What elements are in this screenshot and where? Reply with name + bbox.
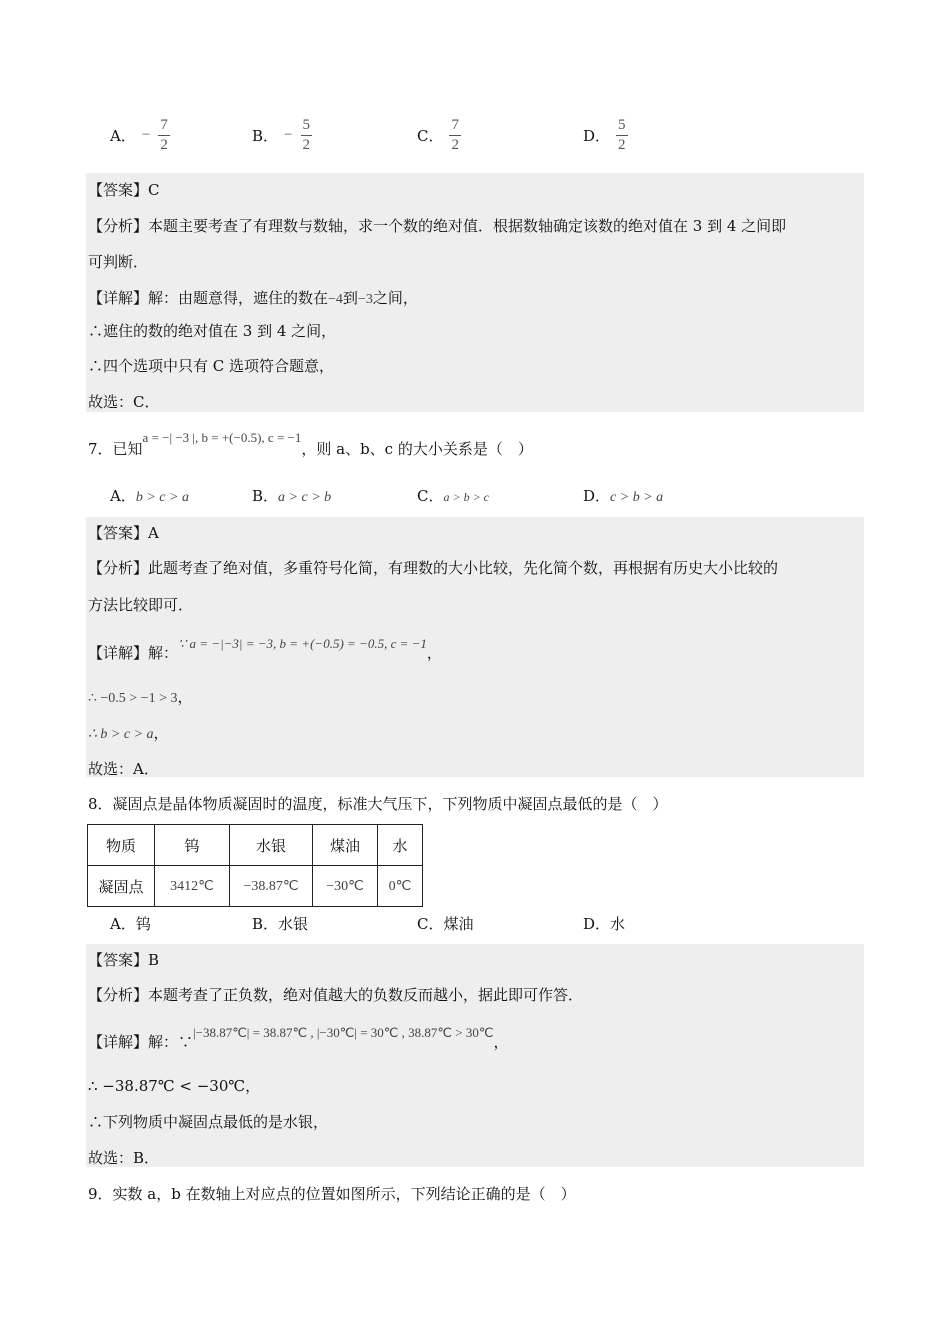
option-label: D． [583, 127, 611, 145]
q6-analysis-line2: 可判断． [88, 253, 149, 271]
option-label: C． [417, 915, 444, 933]
q6-option-c [417, 118, 461, 153]
option-text: 水 [610, 915, 626, 933]
fraction [449, 118, 461, 153]
q7-option-d [583, 485, 663, 506]
option-expr: a > c > b [278, 490, 332, 505]
table-cell: 物质 [88, 825, 155, 866]
step-formula: ∴ −0.5 > −1 > 3 [88, 691, 178, 706]
q8-solution-box [86, 944, 864, 1167]
option-text: 水银 [278, 915, 309, 933]
table-cell: −38.87℃ [230, 866, 313, 907]
option-expr: a > b > c [443, 490, 490, 504]
detail-formula: ∵ a = −|−3| = −3, b = +(−0.5) = −0.5, c = −1 [178, 636, 427, 651]
q7-formula: a = −| −3 |, b = +(−0.5), c = −1 [142, 430, 302, 445]
option-label: A． [110, 487, 136, 505]
table-row [88, 825, 423, 866]
step-suffix: ， [153, 724, 169, 742]
option-label: C． [417, 487, 444, 505]
q6-choose: 故选：C． [88, 393, 160, 411]
q7-detail [88, 636, 442, 663]
numerator: 5 [302, 117, 310, 133]
option-label: A． [110, 915, 136, 933]
q8-option-d [583, 913, 625, 934]
q7-step3 [88, 722, 169, 743]
detail-suffix: 之间， [372, 289, 418, 307]
numerator: 7 [451, 117, 459, 133]
option-expr: c > b > a [610, 490, 664, 505]
q6-analysis-line1: 【分析】本题主要考查了有理数与数轴，求一个数的绝对值．根据数轴确定该数的绝对值在 3 到 4 之间即 [88, 217, 787, 235]
denominator: 2 [618, 137, 626, 153]
numerator: 7 [160, 117, 168, 133]
option-label: B． [252, 127, 279, 145]
q8-choose: 故选：B． [88, 1149, 160, 1167]
step-formula: ∴ b > c > a [88, 727, 154, 742]
option-label: B． [252, 915, 279, 933]
option-label: D． [583, 487, 611, 505]
detail-prefix: 【详解】解：由题意得，遮住的数在 [88, 289, 329, 307]
fraction [301, 118, 313, 153]
detail-number: −4 [328, 292, 343, 307]
q8-analysis: 【分析】本题考查了正负数，绝对值越大的负数反而越小，据此即可作答． [88, 986, 584, 1004]
q8-step3: ∴下列物质中凝固点最低的是水银， [88, 1113, 329, 1131]
q9-question: 9．实数 a，b 在数轴上对应点的位置如图所示，下列结论正确的是（ ） [88, 1185, 576, 1203]
table-cell: 钨 [155, 825, 230, 866]
table-cell: 煤油 [313, 825, 378, 866]
q7-option-a [110, 485, 189, 506]
q7-analysis-line1: 【分析】此题考查了绝对值，多重符号化简，有理数的大小比较，先化简个数，再根据有历史大小比较的 [88, 559, 779, 577]
table-cell: 水 [378, 825, 423, 866]
q8-question: 8．凝固点是晶体物质凝固时的温度，标准大气压下，下列物质中凝固点最低的是（ ） [88, 795, 668, 813]
detail-number: −3 [357, 292, 373, 307]
step-suffix: ， [245, 1077, 261, 1095]
q8-option-a [110, 913, 151, 934]
q6-detail [88, 287, 418, 308]
table-cell: 0℃ [378, 866, 423, 907]
q7-prefix: 7．已知 [88, 440, 143, 458]
q6-option-a [110, 118, 170, 153]
q7-option-b [252, 485, 331, 506]
q7-step2 [88, 686, 193, 707]
table-cell: 3412℃ [155, 866, 230, 907]
option-text: 煤油 [443, 915, 474, 933]
q6-step3: ∴四个选项中只有 C 选项符合题意， [88, 357, 335, 375]
option-label: D． [583, 915, 611, 933]
q6-step2: ∴遮住的数的绝对值在 3 到 4 之间， [88, 322, 337, 340]
fraction [158, 118, 170, 153]
option-label: A． [110, 127, 136, 145]
option-expr: b > c > a [135, 490, 189, 505]
detail-formula: |−38.87℃| = 38.87℃ , |−30℃| = 30℃ , 38.87℃ > 30℃ [193, 1025, 494, 1040]
option-label: C． [417, 127, 444, 145]
q7-analysis-line2: 方法比较即可． [88, 596, 194, 614]
detail-suffix: ， [426, 644, 442, 662]
q6-option-d [583, 118, 628, 153]
option-label: B． [252, 487, 279, 505]
q6-option-b [252, 118, 312, 153]
q8-detail [88, 1025, 509, 1052]
detail-prefix: 【详解】解：∵ [88, 1033, 194, 1051]
step-formula: ∴ −38.87℃ < −30℃ [88, 1077, 246, 1095]
freezing-point-table [87, 824, 423, 907]
q7-suffix: ，则 a、b、c 的大小关系是（ ） [301, 440, 533, 458]
minus-sign: − [284, 127, 293, 143]
detail-mid: 到 [342, 289, 358, 307]
denominator: 2 [302, 137, 310, 153]
denominator: 2 [160, 137, 168, 153]
option-text: 钨 [135, 915, 151, 933]
q7-answer: 【答案】A [88, 524, 159, 542]
table-cell: −30℃ [313, 866, 378, 907]
table-row [88, 866, 423, 907]
detail-suffix: ， [493, 1033, 509, 1051]
q8-option-b [252, 913, 308, 934]
fraction [616, 118, 628, 153]
q6-answer: 【答案】C [88, 181, 160, 199]
denominator: 2 [451, 137, 459, 153]
q8-step2 [88, 1075, 260, 1096]
q8-option-c [417, 913, 474, 934]
table-cell: 水银 [230, 825, 313, 866]
numerator: 5 [618, 117, 626, 133]
step-suffix: ， [177, 688, 193, 706]
q8-answer: 【答案】B [88, 951, 160, 969]
q7-option-c [417, 485, 489, 506]
table-cell: 凝固点 [88, 866, 155, 907]
minus-sign: − [141, 127, 151, 143]
detail-prefix: 【详解】解： [88, 644, 179, 662]
q7-choose: 故选：A． [88, 760, 159, 778]
q7-question [88, 430, 533, 459]
